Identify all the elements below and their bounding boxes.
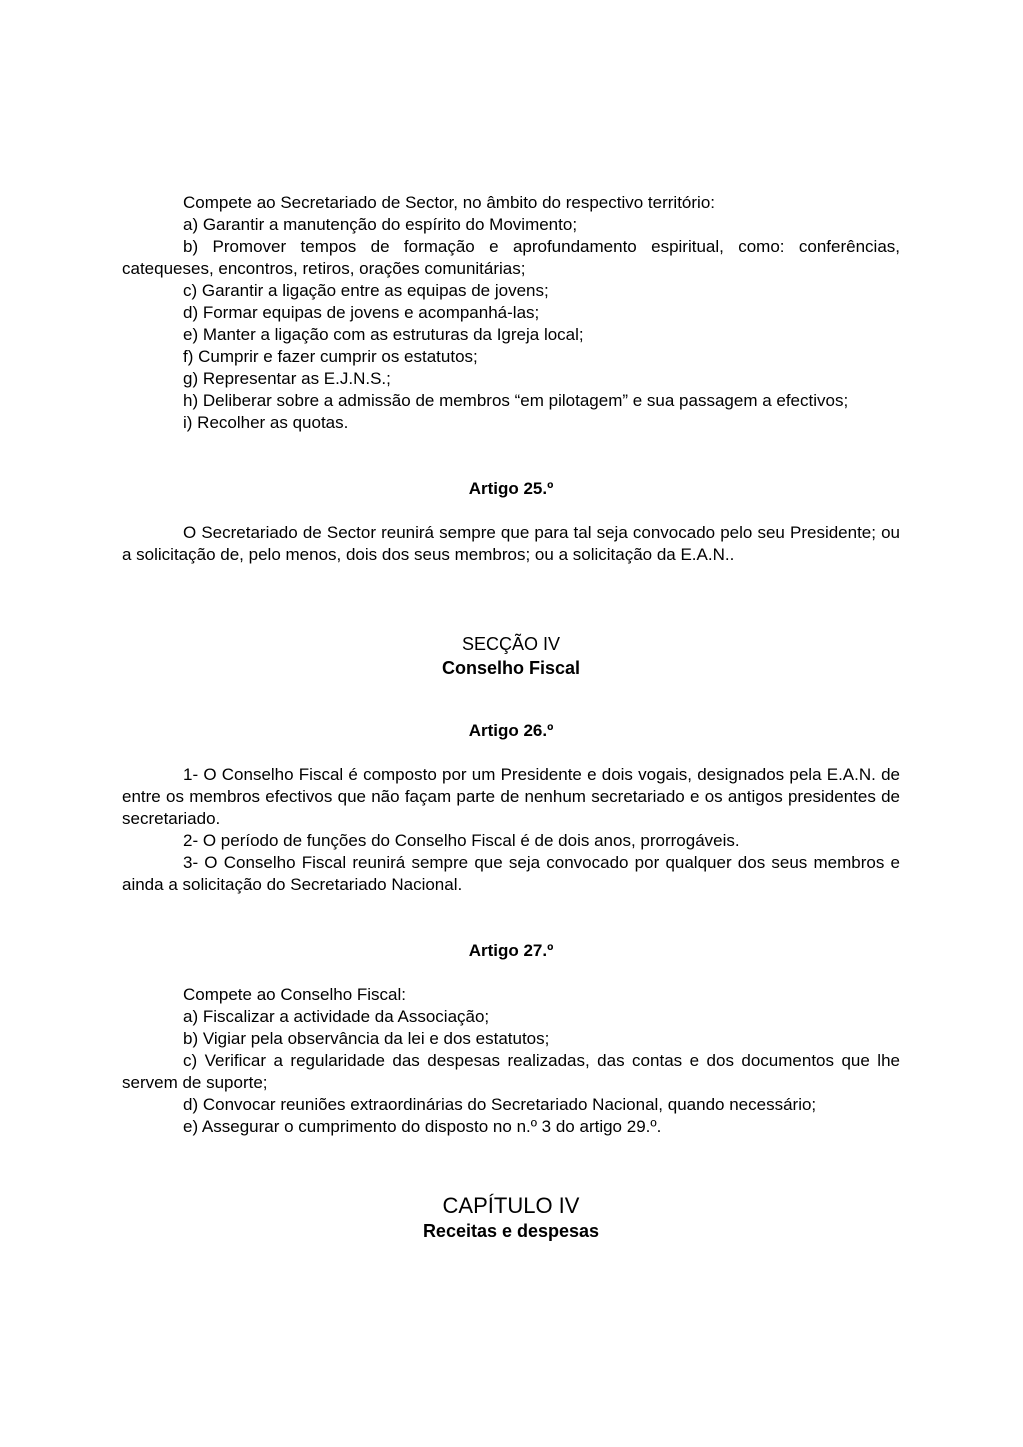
art26-item-3: 3- O Conselho Fiscal reunirá sempre que seja convocado por qualquer dos seus membros e ainda a solicitação do Secretariado Nacional. xyxy=(122,853,900,894)
block1-item-h: h) Deliberar sobre a admissão de membros “em pilotagem” e sua passagem a efectivos; xyxy=(183,391,849,410)
block1-item-e: e) Manter a ligação com as estruturas da Igreja local; xyxy=(183,325,584,344)
chapter4-title: Receitas e despesas xyxy=(422,1221,600,1241)
block1-item-f: f) Cumprir e fazer cumprir os estatutos; xyxy=(183,347,478,366)
block1-item-c: c) Garantir a ligação entre as equipas de jovens; xyxy=(183,281,549,300)
block1-item-a: a) Garantir a manutenção do espírito do Movimento; xyxy=(183,215,578,234)
art26-item-1: 1- O Conselho Fiscal é composto por um Presidente e dois vogais, designados pela E.A.N. de entre os membros efectivos que não façam parte de nenhum secretariado e os antigos presidentes de secretariado. xyxy=(122,765,900,828)
page-content xyxy=(122,192,900,1243)
art27-item-b: b) Vigiar pela observância da lei e dos estatutos; xyxy=(183,1029,550,1048)
art27-heading: Artigo 27.º xyxy=(468,941,554,960)
section4-label: SECÇÃO IV xyxy=(461,634,561,654)
block1-intro: Compete ao Secretariado de Sector, no âmbito do respectivo território: xyxy=(183,193,716,212)
art25-text: O Secretariado de Sector reunirá sempre que para tal seja convocado pelo seu Presidente; ou a solicitação de, pelo menos, dois dos seus membros; ou a solicitação da E.A.N.. xyxy=(122,523,900,564)
art27-item-d: d) Convocar reuniões extraordinárias do Secretariado Nacional, quando necessário; xyxy=(183,1095,817,1114)
art26-item-2: 2- O período de funções do Conselho Fiscal é de dois anos, prorrogáveis. xyxy=(183,831,740,850)
art25-heading: Artigo 25.º xyxy=(468,479,554,498)
art27-intro: Compete ao Conselho Fiscal: xyxy=(183,985,407,1004)
art27-item-a: a) Fiscalizar a actividade da Associação; xyxy=(183,1007,490,1026)
art27-item-c: c) Verificar a regularidade das despesas realizadas, das contas e dos documentos que lhe servem de suporte; xyxy=(122,1051,900,1092)
section4-title: Conselho Fiscal xyxy=(441,658,581,678)
block1-item-d: d) Formar equipas de jovens e acompanhá-las; xyxy=(183,303,540,322)
chapter4-label: CAPÍTULO IV xyxy=(442,1193,580,1218)
block1-item-i: i) Recolher as quotas. xyxy=(183,413,349,432)
art26-heading: Artigo 26.º xyxy=(468,721,554,740)
art27-item-e: e) Assegurar o cumprimento do disposto no n.º 3 do artigo 29.º. xyxy=(183,1117,662,1136)
block1-item-g: g) Representar as E.J.N.S.; xyxy=(183,369,391,388)
block1-item-b: b) Promover tempos de formação e aprofundamento espiritual, como: conferências, catequeses, encontros, retiros, orações comunitárias; xyxy=(122,237,900,278)
